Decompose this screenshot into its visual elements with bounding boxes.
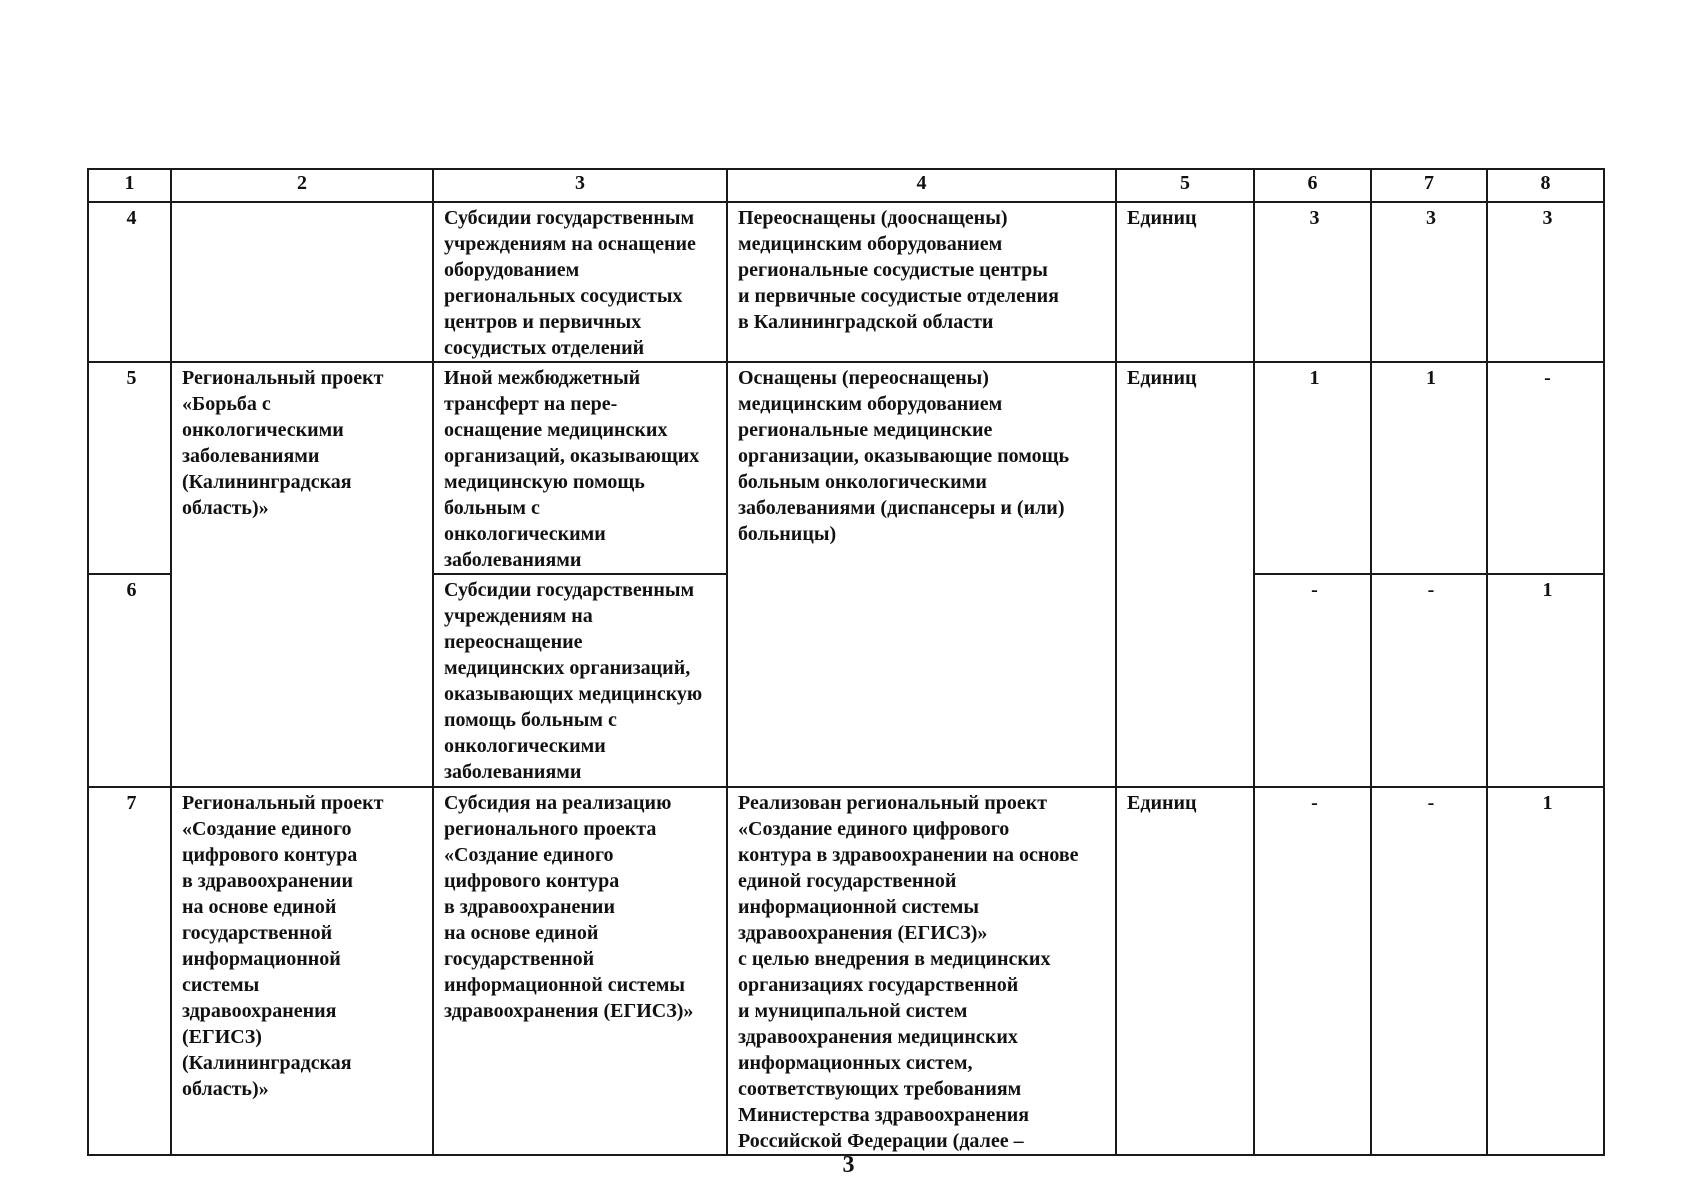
value-col-8: 1 — [1487, 787, 1604, 1155]
column-header-5: 5 — [1116, 169, 1254, 202]
value-col-7: 3 — [1371, 202, 1487, 362]
unit-cell: Единиц — [1116, 202, 1254, 362]
column-header-2: 2 — [171, 169, 433, 202]
column-header-3: 3 — [433, 169, 727, 202]
column-header-7: 7 — [1371, 169, 1487, 202]
transfer-type-cell — [433, 202, 727, 362]
transfer-type: Иной межбюджетный трансферт на пере- оснащение медицинских организаций, оказывающих медицинскую помощь больным с онкологическими заболеваниями — [444, 367, 700, 571]
result-text: Переоснащены (дооснащены) медицинским оборудованием региональные сосудистые центры и первичные сосудистые отделения в Калининградской области — [738, 207, 1059, 333]
value-col-8: 3 — [1487, 202, 1604, 362]
column-number-row — [88, 169, 1604, 202]
column-header-8: 8 — [1487, 169, 1604, 202]
result-cell — [727, 362, 1116, 787]
value-col-6: 1 — [1254, 362, 1371, 574]
value-col-6: - — [1254, 574, 1371, 787]
transfer-type: Субсидия на реализацию регионального проекта «Создание единого цифрового контура в здравоохранении на основе единой государственной информационной системы здравоохранения (ЕГИСЗ)» — [444, 792, 694, 1022]
value-col-8: - — [1487, 362, 1604, 574]
row-number: 4 — [88, 202, 171, 362]
column-header-4: 4 — [727, 169, 1116, 202]
transfer-type: Субсидии государственным учреждениям на оснащение оборудованием региональных сосудистых центров и первичных сосудистых отделений — [444, 207, 696, 359]
value-col-6: 3 — [1254, 202, 1371, 362]
column-header-1: 1 — [88, 169, 171, 202]
unit-cell: Единиц — [1116, 787, 1254, 1155]
transfer-type: Субсидии государственным учреждениям на переоснащение медицинских организаций, оказывающих медицинскую помощь больным с онкологическими заболеваниями — [444, 579, 703, 783]
value-col-7: - — [1371, 787, 1487, 1155]
row-number: 6 — [88, 574, 171, 787]
value-col-7: 1 — [1371, 362, 1487, 574]
unit-cell: Единиц — [1116, 362, 1254, 787]
result-cell — [727, 202, 1116, 362]
page-number: 3 — [842, 1152, 855, 1178]
result-text: Реализован региональный проект «Создание единого цифрового контура в здравоохранении на основе единой государственной информационной системы здравоохранения (ЕГИСЗ)» с целью внедрения в медицинских организациях государственной и муниципальной систем здравоохранения медицинских информационных систем, соответствующих требованиям Министерства здравоохранения Российской Федерации (далее – — [738, 792, 1079, 1152]
project-name: Региональный проект «Создание единого цифрового контура в здравоохранении на основе единой государственной информационной системы здравоохранения (ЕГИСЗ) (Калининградская область)» — [182, 792, 384, 1100]
table-row — [88, 202, 1604, 362]
table-row — [88, 787, 1604, 1155]
row-number: 5 — [88, 362, 171, 574]
column-header-6: 6 — [1254, 169, 1371, 202]
project-cell — [171, 362, 433, 787]
table-row — [88, 362, 1604, 574]
row-number: 7 — [88, 787, 171, 1155]
result-text: Оснащены (переоснащены) медицинским оборудованием региональные медицинские организации, оказывающие помощь больным онкологическими заболеваниями (диспансеры и (или) больницы) — [738, 367, 1070, 545]
result-cell — [727, 787, 1116, 1155]
transfer-type-cell — [433, 574, 727, 787]
indicator-table — [87, 168, 1605, 1156]
transfer-type-cell — [433, 362, 727, 574]
transfer-type-cell — [433, 787, 727, 1155]
value-col-8: 1 — [1487, 574, 1604, 787]
project-cell — [171, 787, 433, 1155]
value-col-7: - — [1371, 574, 1487, 787]
project-cell — [171, 202, 433, 362]
value-col-6: - — [1254, 787, 1371, 1155]
project-name: Региональный проект «Борьба с онкологическими заболеваниями (Калининградская область)» — [182, 367, 384, 519]
